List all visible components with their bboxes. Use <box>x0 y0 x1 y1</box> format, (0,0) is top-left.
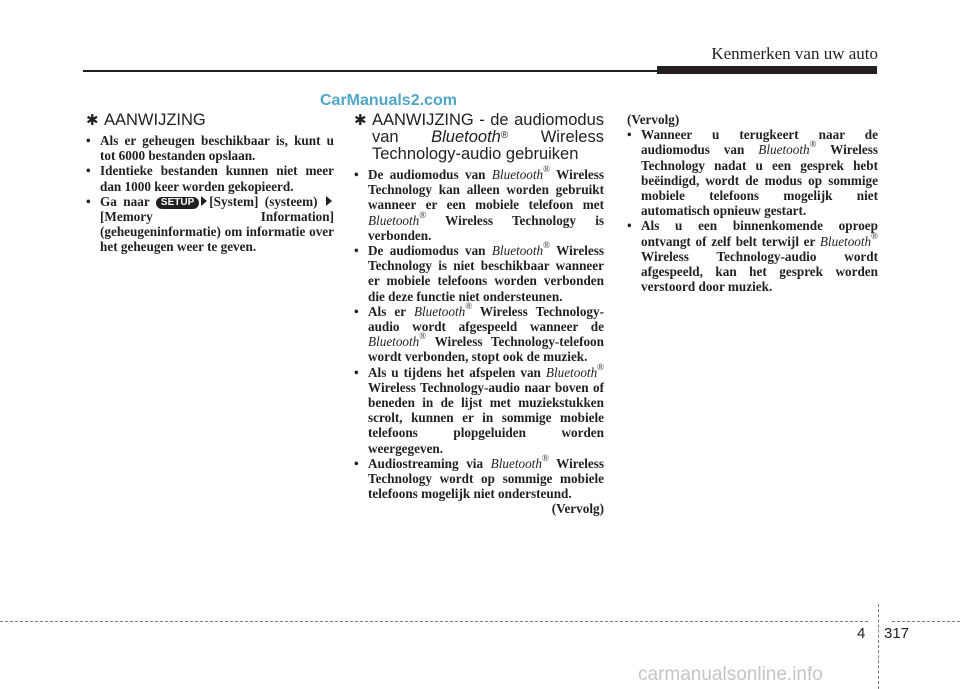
footer-rule <box>0 621 868 622</box>
column-3 <box>627 112 878 294</box>
note-list-2 <box>354 164 605 502</box>
list-item: • Als er geheugen beschikbaar is, kunt u tot 6000 bestanden opslaan. <box>86 133 334 164</box>
column-1 <box>86 112 334 255</box>
list-item: • De audiomodus van Bluetooth® Wireless Technology is niet beschikbaar wanneer er mobiele telefoons worden verbonden die deze functie niet ondersteunen. <box>354 240 604 304</box>
carmanuals-watermark: CarManuals2.com <box>320 92 457 109</box>
page-header-title: Kenmerken van uw auto <box>711 44 878 63</box>
continued-label: (Vervolg) <box>627 112 680 127</box>
list-item: • Ga naar SETUP [System] (systeem) [Memory Information] (geheugeninformatie) om informatie over het geheugen weer te geven. <box>86 193 334 255</box>
setup-key-badge: SETUP <box>156 197 199 209</box>
list-item: • Als u een binnenkomende oproep ontvangt of zelf belt terwijl er Bluetooth® Wireless Technology-audio wordt afgespeeld, kan het gesprek worden verstoord door muziek. <box>627 218 878 295</box>
header-rule <box>83 70 663 72</box>
footer-divider <box>878 604 879 689</box>
list-item: • Audiostreaming via Bluetooth® Wireless Technology wordt op sommige mobiele telefoons mogelijk niet ondersteund. <box>354 452 605 502</box>
column-2 <box>354 112 604 517</box>
note-heading-2: ✱ AANWIJZING - de audiomodus van Bluetooth® Wireless Technology-audio gebruiken <box>354 111 604 163</box>
header-rule-bar <box>657 66 877 74</box>
chapter-number: 4 <box>857 625 866 642</box>
list-item: • Als u tijdens het afspelen van Bluetooth® Wireless Technology-audio naar boven of beneden in de lijst met muziekstukken scrolt, kunnen er in sommige mobiele telefoons plopgeluiden worden weergegeven. <box>354 361 605 456</box>
note-list-3 <box>627 127 878 294</box>
asterisk-icon: ✱ <box>86 112 99 129</box>
footer-rule <box>892 621 960 622</box>
note-list-1 <box>86 133 334 255</box>
list-item: • Als er Bluetooth® Wireless Technology-audio wordt afgespeeld wanneer de Bluetooth® Wireless Technology-telefoon wordt verbonden, stopt ook de muziek. <box>354 300 605 365</box>
list-item: • Wanneer u terugkeert naar de audiomodus van Bluetooth® Wireless Technology nadat u een gesprek hebt beëindigd, wordt de modus op sommige mobiele telefoons mogelijk niet automatisch opnieuw gestart. <box>627 127 878 219</box>
source-watermark: carmanualsonline.info <box>638 664 823 685</box>
asterisk-icon: ✱ <box>354 112 367 129</box>
note-heading-1: ✱ AANWIJZING <box>86 111 206 129</box>
arrow-right-icon <box>201 196 207 206</box>
list-item: • Identieke bestanden kunnen niet meer dan 1000 keer worden gekopieerd. <box>86 163 334 194</box>
list-item: • De audiomodus van Bluetooth® Wireless Technology kan alleen worden gebruikt wanneer er een mobiele telefoon met Bluetooth® Wireless Technology is verbonden. <box>354 164 605 243</box>
page-number: 317 <box>884 625 910 642</box>
arrow-right-icon <box>326 196 332 206</box>
continued-label: (Vervolg) <box>551 501 604 517</box>
